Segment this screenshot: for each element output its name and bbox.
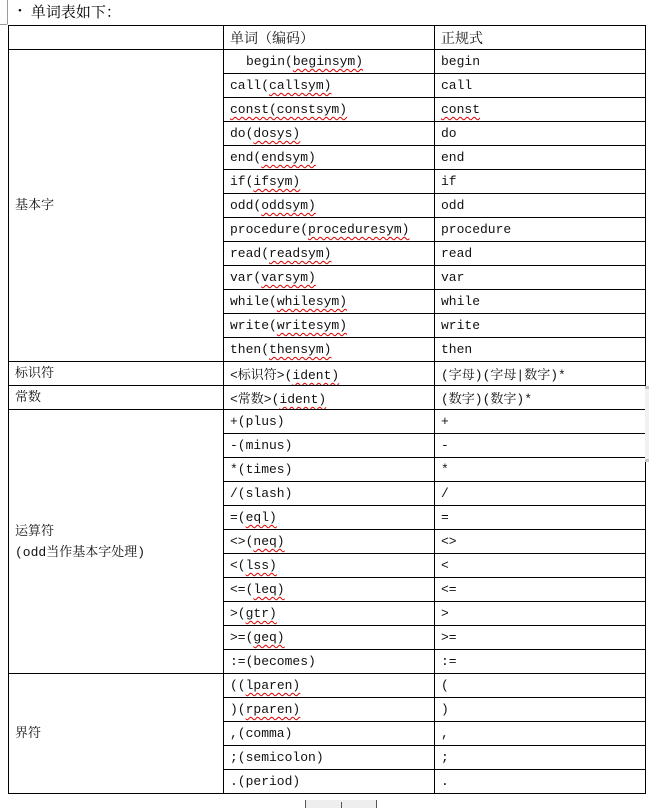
regex-text: while: [441, 294, 481, 309]
regex-text: then: [441, 342, 473, 357]
regex-cell: [435, 410, 646, 434]
bullet-icon: •: [18, 5, 22, 17]
category-cell: [9, 50, 224, 362]
word-cell: [224, 266, 435, 290]
word-cell: [224, 98, 435, 122]
token-table: [8, 25, 646, 794]
regex-cell: [435, 458, 646, 482]
word-cell: [224, 746, 435, 770]
regex-text: if: [441, 174, 457, 189]
word-text: while(: [230, 294, 277, 309]
regex-text: ;: [441, 750, 449, 765]
regex-cell: [435, 506, 646, 530]
word-cell: [224, 386, 435, 410]
regex-cell: [435, 314, 646, 338]
word-flagged-text: proceduresym): [308, 222, 410, 237]
regex-text: odd: [441, 198, 465, 213]
regex-text: >: [441, 606, 449, 621]
table-row: [9, 410, 646, 434]
corner-scroll-fragment: [0, 0, 8, 25]
regex-cell: [435, 434, 646, 458]
word-flagged-text: lss): [245, 558, 277, 573]
category-cell: [9, 386, 224, 410]
word-cell: [224, 722, 435, 746]
regex-cell: [435, 602, 646, 626]
table-row: [9, 386, 646, 410]
page-title: 单词表如下：: [30, 4, 121, 21]
regex-text: =: [441, 510, 449, 525]
regex-text: const: [441, 102, 481, 117]
regex-cell: [435, 242, 646, 266]
word-text: end(: [230, 150, 262, 165]
table-row: [9, 674, 646, 698]
word-text: )(: [230, 702, 246, 717]
word-text: +(plus): [230, 414, 285, 429]
regex-text: (数字)(数字)*: [441, 392, 533, 407]
word-flagged-text: eql): [245, 510, 277, 525]
word-cell: [224, 578, 435, 602]
regex-cell: [435, 146, 646, 170]
regex-cell: [435, 698, 646, 722]
regex-cell: [435, 122, 646, 146]
word-flagged-text: ident): [292, 368, 340, 383]
category-label: 常数: [15, 390, 42, 405]
word-cell: [224, 674, 435, 698]
regex-cell: [435, 170, 646, 194]
category-cell: [9, 410, 224, 674]
word-flagged-text: ident): [279, 392, 327, 407]
list-item-title: [18, 1, 121, 21]
regex-text: write: [441, 318, 481, 333]
regex-text: /: [441, 486, 449, 501]
word-text: -(minus): [230, 438, 293, 453]
word-cell: [224, 146, 435, 170]
regex-cell: [435, 650, 646, 674]
word-text: odd(: [230, 198, 262, 213]
word-flagged-text: oddsym): [261, 198, 316, 213]
word-flagged-text: beginsym): [292, 54, 364, 69]
page-widget-tick: [341, 802, 342, 808]
category-label: (odd当作基本字处理): [15, 544, 146, 560]
word-flagged-text: neq): [253, 534, 285, 549]
cutoff-page-widget: [305, 800, 377, 808]
word-flagged-text: const(constsym): [230, 102, 348, 117]
regex-cell: [435, 194, 646, 218]
word-text: :=(becomes): [230, 654, 316, 669]
regex-text: ,: [441, 726, 449, 741]
category-cell: [9, 362, 224, 386]
word-text: write(: [230, 318, 277, 333]
regex-cell: [435, 50, 646, 74]
category-label: 界符: [15, 726, 42, 741]
regex-text: <>: [441, 534, 457, 549]
regex-text: +: [441, 414, 449, 429]
regex-cell: [435, 578, 646, 602]
word-flagged-text: rparen): [245, 702, 301, 717]
regex-text: var: [441, 270, 465, 285]
word-flagged-text: writesym): [276, 318, 348, 333]
word-cell: [224, 554, 435, 578]
regex-cell: [435, 98, 646, 122]
word-flagged-text: readsym): [269, 246, 332, 261]
regex-cell: [435, 386, 646, 410]
regex-cell: [435, 722, 646, 746]
word-text: var(: [230, 270, 262, 285]
regex-cell: [435, 554, 646, 578]
word-text: ,(comma): [230, 726, 293, 741]
word-cell: [224, 290, 435, 314]
regex-text: (字母)(字母|数字)*: [441, 368, 566, 383]
regex-cell: [435, 530, 646, 554]
regex-text: read: [441, 246, 473, 261]
word-text: do(: [230, 126, 254, 141]
word-text: begin(: [246, 54, 293, 69]
word-cell: [224, 50, 435, 74]
word-flagged-text: thensym): [269, 342, 332, 357]
regex-text: ): [441, 702, 449, 717]
word-cell: [224, 698, 435, 722]
word-text: ((: [230, 678, 246, 693]
word-text: =(: [230, 510, 246, 525]
regex-cell: [435, 290, 646, 314]
word-cell: [224, 506, 435, 530]
category-cell: [9, 674, 224, 794]
word-text: <标识符>(: [230, 368, 293, 383]
word-text: <=(: [230, 582, 254, 597]
word-cell: [224, 458, 435, 482]
word-text: <常数>(: [230, 392, 280, 407]
word-text: then(: [230, 342, 270, 357]
regex-text: (: [441, 678, 449, 693]
token-table-body: [9, 50, 646, 794]
regex-text: end: [441, 150, 465, 165]
word-cell: [224, 602, 435, 626]
category-label: 运算符: [15, 523, 55, 539]
word-cell: [224, 770, 435, 794]
word-cell: [224, 338, 435, 362]
regex-text: <: [441, 558, 449, 573]
word-cell: [224, 242, 435, 266]
word-text: *(times): [230, 462, 293, 477]
regex-text: call: [441, 78, 473, 93]
word-cell: [224, 362, 435, 386]
regex-cell: [435, 770, 646, 794]
word-flagged-text: whilesym): [276, 294, 348, 309]
word-cell: [224, 626, 435, 650]
regex-text: >=: [441, 630, 457, 645]
regex-cell: [435, 338, 646, 362]
word-cell: [224, 434, 435, 458]
word-cell: [224, 410, 435, 434]
word-flagged-text: dosys): [253, 126, 301, 141]
word-text: .(period): [230, 774, 301, 789]
regex-cell: [435, 626, 646, 650]
word-cell: [224, 482, 435, 506]
regex-cell: [435, 674, 646, 698]
word-cell: [224, 530, 435, 554]
regex-cell: [435, 746, 646, 770]
word-text: read(: [230, 246, 270, 261]
word-text: >(: [230, 606, 246, 621]
regex-text: <=: [441, 582, 457, 597]
regex-cell: [435, 74, 646, 98]
word-text: call(: [230, 78, 270, 93]
word-flagged-text: leq): [253, 582, 285, 597]
vertical-scrollbar-thumb[interactable]: [645, 386, 649, 462]
category-label: 基本字: [15, 198, 55, 213]
regex-text: begin: [441, 54, 481, 69]
word-flagged-text: gtr): [245, 606, 277, 621]
word-cell: [224, 122, 435, 146]
regex-cell: [435, 482, 646, 506]
regex-cell: [435, 218, 646, 242]
word-cell: [224, 74, 435, 98]
header-row: [9, 26, 646, 50]
word-header-cell: 单词（编码）: [224, 26, 435, 50]
table-row: [9, 50, 646, 74]
word-cell: [224, 650, 435, 674]
regex-text: procedure: [441, 222, 512, 237]
regex-cell: [435, 266, 646, 290]
word-text: procedure(: [230, 222, 309, 237]
regex-text: :=: [441, 654, 457, 669]
regex-cell: [435, 362, 646, 386]
regex-header-cell: 正规式: [435, 26, 646, 50]
word-flagged-text: lparen): [245, 678, 301, 693]
word-cell: [224, 170, 435, 194]
word-flagged-text: callsym): [269, 78, 332, 93]
regex-text: .: [441, 774, 449, 789]
word-flagged-text: endsym): [261, 150, 316, 165]
regex-text: *: [441, 462, 449, 477]
word-flagged-text: varsym): [261, 270, 316, 285]
word-text: <>(: [230, 534, 254, 549]
word-text: ;(semicolon): [230, 750, 324, 765]
word-text: /(slash): [230, 486, 293, 501]
category-header-cell: [9, 26, 224, 50]
table-row: [9, 362, 646, 386]
word-cell: [224, 194, 435, 218]
word-text: <(: [230, 558, 246, 573]
category-label: 标识符: [15, 366, 55, 381]
word-cell: [224, 218, 435, 242]
word-text: >=(: [230, 630, 254, 645]
word-text: if(: [230, 174, 254, 189]
regex-text: do: [441, 126, 457, 141]
word-cell: [224, 314, 435, 338]
word-flagged-text: geq): [253, 630, 285, 645]
regex-text: -: [441, 438, 449, 453]
word-flagged-text: ifsym): [253, 174, 301, 189]
